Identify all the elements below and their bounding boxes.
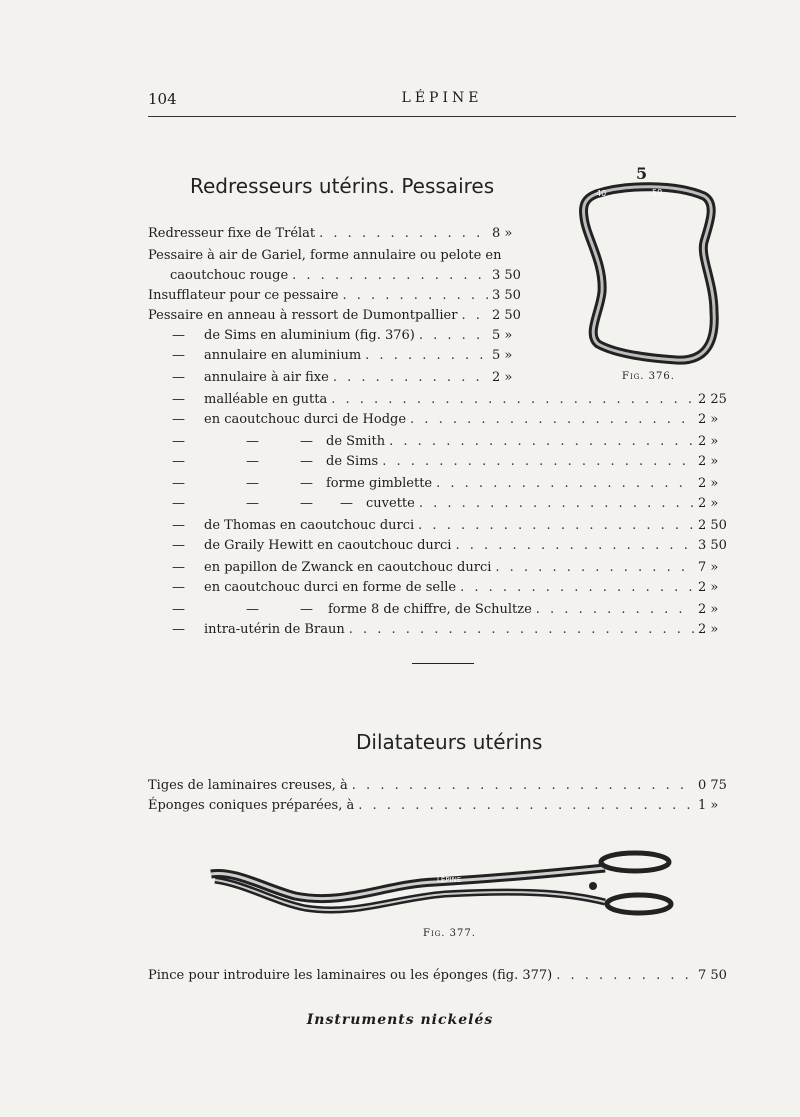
ditto-dash: —	[246, 454, 259, 469]
list-item: de Smith . . . 2 »	[326, 432, 738, 452]
ditto-dash: —	[172, 518, 185, 533]
list-item: Insufflateur pour ce pessaire . . . 3 50	[148, 286, 532, 306]
ditto-dash: —	[172, 370, 185, 385]
list-item: Redresseur fixe de Trélat . . . 8 »	[148, 224, 532, 244]
ditto-dash: —	[172, 602, 185, 617]
ditto-dash: —	[300, 476, 313, 491]
list-item: Pessaire à air de Gariel, forme annulaire ou pelote en	[148, 248, 502, 263]
list-item: annulaire à air fixe . . . 2 »	[204, 368, 532, 388]
section-title-pessaires: Redresseurs utérins. Pessaires	[190, 174, 495, 198]
list-item: de Sims en aluminium (fig. 376) . . . 5 »	[204, 326, 532, 346]
list-item: annulaire en aluminium . . . 5 »	[204, 346, 532, 366]
section-title-dilatateurs: Dilatateurs utérins	[356, 730, 543, 754]
ditto-dash: —	[172, 580, 185, 595]
ditto-dash: —	[246, 476, 259, 491]
list-item: de Thomas en caoutchouc durci . . . 2 50	[204, 516, 738, 536]
list-item: en papillon de Zwanck en caoutchouc durci . . . 7 »	[204, 558, 738, 578]
ditto-dash: —	[172, 328, 185, 343]
list-item: intra-utérin de Braun . . . 2 »	[204, 620, 738, 640]
ditto-dash: —	[172, 538, 185, 553]
list-item: forme 8 de chiffre, de Schultze . . . 2 »	[328, 600, 738, 620]
list-item: Pince pour introduire les laminaires ou les éponges (fig. 377) . . . 7 50	[148, 966, 738, 986]
list-item: de Sims . . . 2 »	[326, 452, 738, 472]
page-number: 104	[148, 90, 177, 108]
running-title: LÉPINE	[401, 90, 483, 106]
page-header	[148, 90, 736, 117]
ditto-dash: —	[340, 496, 353, 511]
ditto-dash: —	[172, 348, 185, 363]
ditto-dash: —	[300, 434, 313, 449]
forceps-engraving: LÉPINE	[437, 876, 462, 884]
ditto-dash: —	[172, 454, 185, 469]
list-item: caoutchouc rouge . . . 3 50	[170, 266, 532, 286]
ditto-dash: —	[172, 622, 185, 637]
section-divider	[412, 663, 474, 664]
next-section-title: Instruments nickelés	[306, 1012, 494, 1028]
ditto-dash: —	[300, 454, 313, 469]
ditto-dash: —	[172, 476, 185, 491]
list-item: cuvette . . . 2 »	[366, 494, 738, 514]
forceps-illustration	[205, 846, 685, 922]
figure-377-caption: Fig. 377.	[423, 928, 476, 939]
ditto-dash: —	[246, 496, 259, 511]
list-item: malléable en gutta . . . 2 25	[204, 390, 738, 410]
ditto-dash: —	[300, 496, 313, 511]
pessary-illustration	[576, 182, 726, 368]
pessary-mark-40: 40	[596, 189, 607, 198]
ditto-dash: —	[246, 602, 259, 617]
list-item: Éponges coniques préparées, à . . . 1 »	[148, 796, 738, 816]
ditto-dash: —	[300, 602, 313, 617]
figure-376-number: 5	[636, 164, 648, 183]
ditto-dash: —	[172, 434, 185, 449]
list-item: en caoutchouc durci de Hodge . . . 2 »	[204, 410, 738, 430]
list-item: Tiges de laminaires creuses, à . . . 0 75	[148, 776, 738, 796]
ditto-dash: —	[172, 392, 185, 407]
pessary-mark-50: 50	[652, 188, 663, 197]
ditto-dash: —	[246, 434, 259, 449]
ditto-dash: —	[172, 560, 185, 575]
figure-376-caption: Fig. 376.	[622, 371, 675, 382]
list-item: en caoutchouc durci en forme de selle . . . 2 »	[204, 578, 738, 598]
list-item: Pessaire en anneau à ressort de Dumontpallier . . . 2 50	[148, 306, 532, 326]
ditto-dash: —	[172, 412, 185, 427]
list-item: forme gimblette . . . 2 »	[326, 474, 738, 494]
ditto-dash: —	[172, 496, 185, 511]
list-item: de Graily Hewitt en caoutchouc durci . . . 3 50	[204, 536, 738, 556]
